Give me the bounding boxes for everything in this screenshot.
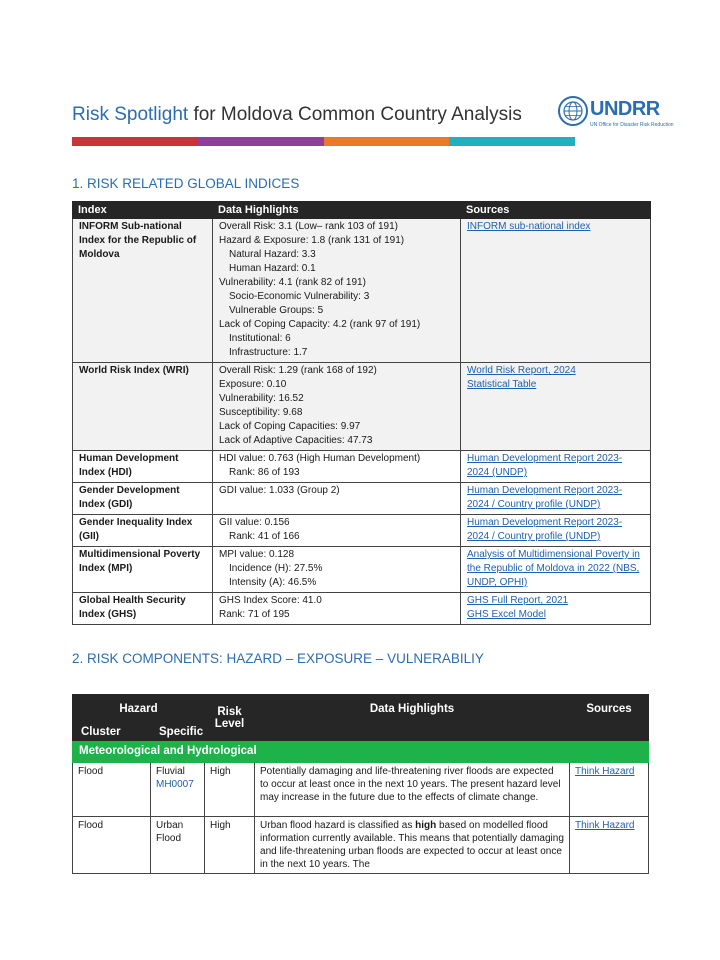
category-label: Meteorological and Hydrological xyxy=(73,741,649,763)
sources-cell xyxy=(461,219,651,363)
section-2-title: 2. RISK COMPONENTS: HAZARD – EXPOSURE – VULNERABILIY xyxy=(72,651,484,666)
data-highlights-cell xyxy=(213,593,461,625)
highlight-line: Natural Hazard: 3.3 xyxy=(229,249,316,260)
highlights-text: Urban flood hazard is classified as xyxy=(260,820,416,831)
data-highlights-cell xyxy=(213,547,461,593)
table-row xyxy=(73,363,651,451)
source-link[interactable]: Human Development Report 2023-2024 / Country profile (UNDP) xyxy=(467,485,623,510)
highlight-line: Vulnerable Groups: 5 xyxy=(229,305,324,316)
source-link[interactable]: Statistical Table xyxy=(467,379,537,390)
highlight-line: GII value: 0.156 xyxy=(219,517,290,528)
highlight-line: Rank: 86 of 193 xyxy=(229,467,300,478)
highlights-bold: high xyxy=(415,820,437,831)
cluster-cell: Flood xyxy=(73,763,151,817)
sources-cell xyxy=(461,515,651,547)
table-row xyxy=(73,547,651,593)
color-bar-purple xyxy=(198,137,324,146)
undrr-logo xyxy=(558,96,674,136)
table-row xyxy=(73,817,649,874)
highlight-line: Infrastructure: 1.7 xyxy=(229,347,308,358)
index-name-cell: Multidimensional Poverty Index (MPI) xyxy=(73,547,213,593)
specific-label: Fluvial xyxy=(156,766,185,777)
cluster-header: Cluster xyxy=(73,725,151,741)
source-link[interactable]: INFORM sub-national index xyxy=(467,221,591,232)
sources-cell xyxy=(461,451,651,483)
hazard-header: Hazard xyxy=(73,695,205,725)
source-link[interactable]: Analysis of Multidimensional Poverty in the Republic of Moldova in 2022 (NBS, UNDP, OPHI) xyxy=(467,549,640,588)
think-hazard-link[interactable]: Think Hazard xyxy=(575,766,635,777)
source-cell xyxy=(570,763,649,817)
index-name-cell: Gender Development Index (GDI) xyxy=(73,483,213,515)
globe-icon xyxy=(562,100,584,122)
source-cell xyxy=(570,817,649,874)
table-row xyxy=(73,763,649,817)
highlight-line: MPI value: 0.128 xyxy=(219,549,295,560)
source-link[interactable]: Human Development Report 2023-2024 (UNDP) xyxy=(467,453,623,478)
table-row xyxy=(73,483,651,515)
highlight-line: Susceptibility: 9.68 xyxy=(219,407,303,418)
sources-cell xyxy=(461,547,651,593)
table-row xyxy=(73,219,651,363)
sources-cell xyxy=(461,363,651,451)
highlight-line: Vulnerability: 16.52 xyxy=(219,393,304,404)
index-name-cell: INFORM Sub-national Index for the Republic of Moldova xyxy=(73,219,213,363)
sources-cell xyxy=(461,483,651,515)
color-bar-teal xyxy=(449,137,575,146)
risk-level-cell: High xyxy=(205,817,255,874)
color-bar-red xyxy=(72,137,198,146)
highlight-line: Lack of Adaptive Capacities: 47.73 xyxy=(219,435,373,446)
document-title xyxy=(72,104,522,126)
highlight-line: Lack of Coping Capacities: 9.97 xyxy=(219,421,361,432)
data-highlights-cell xyxy=(213,363,461,451)
sources-cell xyxy=(461,593,651,625)
category-row xyxy=(73,741,649,763)
table-row xyxy=(73,593,651,625)
index-name-cell: Human Development Index (HDI) xyxy=(73,451,213,483)
highlight-line: Overall Risk: 1.29 (rank 168 of 192) xyxy=(219,365,377,376)
highlight-line: Vulnerability: 4.1 (rank 82 of 191) xyxy=(219,277,366,288)
risk-level-header: Risk Level xyxy=(205,695,255,741)
data-highlights-cell xyxy=(213,483,461,515)
table-row xyxy=(73,451,651,483)
column-header: Sources xyxy=(461,202,651,219)
un-emblem-icon xyxy=(558,96,588,126)
source-link[interactable]: World Risk Report, 2024 xyxy=(467,365,576,376)
highlight-line: Socio-Economic Vulnerability: 3 xyxy=(229,291,370,302)
think-hazard-link[interactable]: Think Hazard xyxy=(575,820,635,831)
index-name-cell: Gender Inequality Index (GII) xyxy=(73,515,213,547)
table-row xyxy=(73,515,651,547)
specific-cell xyxy=(151,763,205,817)
specific-cell: Urban Flood xyxy=(151,817,205,874)
index-name-cell: World Risk Index (WRI) xyxy=(73,363,213,451)
source-link[interactable]: GHS Full Report, 2021 xyxy=(467,595,569,606)
highlights-text: based on modelled flood information currently available. This means that potentially damaging and life-threatening urban floods are expected to occur at least once in the next 10 years. The xyxy=(260,820,564,870)
table-header-row xyxy=(73,695,649,725)
highlight-line: Overall Risk: 3.1 (Low– rank 103 of 191) xyxy=(219,221,398,232)
color-divider xyxy=(72,137,575,146)
data-highlights-cell xyxy=(213,515,461,547)
empty-header xyxy=(255,725,570,741)
data-highlights-header: Data Highlights xyxy=(255,695,570,725)
table-header-row xyxy=(73,202,651,219)
highlight-line: Institutional: 6 xyxy=(229,333,291,344)
risk-level-cell: High xyxy=(205,763,255,817)
highlight-line: Intensity (A): 46.5% xyxy=(229,577,317,588)
sources-header: Sources xyxy=(570,695,649,725)
empty-header xyxy=(570,725,649,741)
data-highlights-cell xyxy=(213,451,461,483)
highlight-line: Rank: 41 of 166 xyxy=(229,531,300,542)
highlight-line: Incidence (H): 27.5% xyxy=(229,563,323,574)
source-link[interactable]: GHS Excel Model xyxy=(467,609,546,620)
title-highlight: Risk Spotlight xyxy=(72,104,189,125)
highlights-cell xyxy=(255,817,570,874)
column-header: Index xyxy=(73,202,213,219)
title-rest: for Moldova Common Country Analysis xyxy=(188,104,522,125)
data-highlights-cell xyxy=(213,219,461,363)
section-1-title: 1. RISK RELATED GLOBAL INDICES xyxy=(72,176,300,191)
source-link[interactable]: Human Development Report 2023-2024 / Country profile (UNDP) xyxy=(467,517,623,542)
specific-header: Specific xyxy=(151,725,205,741)
highlight-line: Human Hazard: 0.1 xyxy=(229,263,316,274)
color-bar-orange xyxy=(324,137,450,146)
cluster-cell: Flood xyxy=(73,817,151,874)
logo-subtitle: UN Office for Disaster Risk Reduction xyxy=(590,122,674,128)
index-name-cell: Global Health Security Index (GHS) xyxy=(73,593,213,625)
column-header: Data Highlights xyxy=(213,202,461,219)
highlight-line: Hazard & Exposure: 1.8 (rank 131 of 191) xyxy=(219,235,405,246)
logo-text: UNDRR xyxy=(590,98,660,120)
global-indices-table xyxy=(72,201,651,625)
highlights-cell: Potentially damaging and life-threatening river floods are expected to occur at least once in the next 10 years. The present hazard level may increase in the future due to the effects of climate change. xyxy=(255,763,570,817)
table-subheader-row xyxy=(73,725,649,741)
hazard-code: MH0007 xyxy=(156,779,194,790)
highlight-line: GDI value: 1.033 (Group 2) xyxy=(219,485,340,496)
highlight-line: Lack of Coping Capacity: 4.2 (rank 97 of 191) xyxy=(219,319,421,330)
highlight-line: Exposure: 0.10 xyxy=(219,379,287,390)
highlight-line: Rank: 71 of 195 xyxy=(219,609,290,620)
highlight-line: GHS Index Score: 41.0 xyxy=(219,595,322,606)
risk-components-table xyxy=(72,694,649,874)
highlight-line: HDI value: 0.763 (High Human Development) xyxy=(219,453,421,464)
